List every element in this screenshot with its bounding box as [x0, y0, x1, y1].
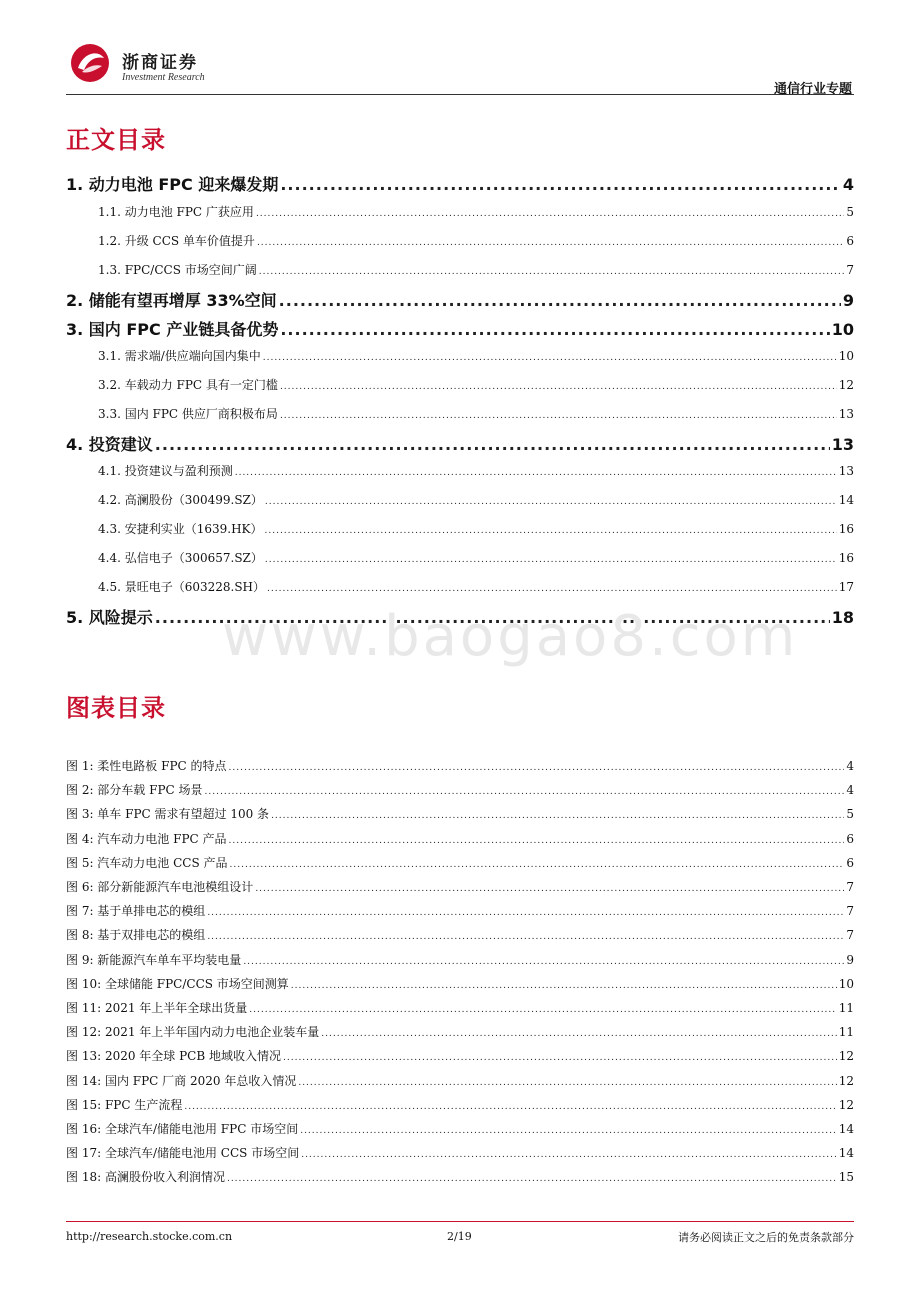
toc-item-page: 13 — [838, 407, 854, 421]
toc-item-page: 13 — [838, 464, 854, 478]
figure-item[interactable] — [66, 902, 854, 919]
toc-item-page: 16 — [838, 522, 854, 536]
figure-leader-dots — [271, 811, 844, 821]
figure-item-page: 11 — [838, 1025, 854, 1040]
toc-leader-dots — [265, 497, 837, 507]
footer-divider — [66, 1221, 854, 1222]
figure-item-label: 图 9: 新能源汽车单车平均装电量 — [66, 952, 242, 967]
page-header — [66, 36, 854, 97]
toc-item[interactable] — [98, 261, 854, 278]
figure-leader-dots — [184, 1102, 836, 1112]
figure-item-page: 12 — [838, 1073, 854, 1088]
toc-item-label: 4.2. 高澜股份（300499.SZ） — [98, 493, 263, 507]
toc-item-label: 4. 投资建议 — [66, 435, 153, 454]
figure-item-page: 10 — [838, 976, 854, 991]
figure-item-page: 7 — [846, 904, 854, 919]
figure-item-label: 图 6: 部分新能源汽车电池模组设计 — [66, 880, 254, 894]
figure-item-label: 图 10: 全球储能 FPC/CCS 市场空间测算 — [66, 976, 289, 991]
figure-leader-dots — [229, 836, 845, 846]
figure-leader-dots — [230, 860, 845, 870]
figure-item[interactable] — [66, 1144, 854, 1161]
toc-item-label: 1.2. 升级 CCS 单车价值提升 — [98, 234, 255, 248]
figure-item-page: 12 — [838, 1049, 854, 1064]
figure-item[interactable] — [66, 1047, 854, 1064]
toc-item-label: 4.5. 景旺电子（603228.SH） — [98, 580, 266, 594]
toc-item-label: 1. 动力电池 FPC 迎来爆发期 — [66, 175, 279, 194]
toc-item[interactable] — [66, 172, 854, 195]
toc-item-page: 17 — [838, 580, 854, 594]
figure-item-label: 图 12: 2021 年上半年国内动力电池企业装车量 — [66, 1025, 320, 1040]
figure-item[interactable] — [66, 1072, 854, 1089]
toc-item-label: 4.3. 安捷利实业（1639.HK） — [98, 522, 263, 536]
figure-leader-dots — [255, 884, 844, 894]
figure-leader-dots — [291, 981, 837, 991]
figure-item-page: 5 — [846, 807, 854, 822]
header-divider — [66, 94, 854, 95]
toc-item-page: 7 — [846, 263, 854, 277]
toc-item-label: 2. 储能有望再增厚 33%空间 — [66, 291, 277, 310]
figure-leader-dots — [207, 908, 844, 918]
figure-item-label: 图 11: 2021 年上半年全球出货量 — [66, 1001, 248, 1015]
toc-item-page: 10 — [831, 320, 854, 339]
figure-item-page: 14 — [838, 1146, 854, 1161]
figure-item-page: 4 — [846, 759, 854, 773]
figure-leader-dots — [229, 763, 845, 773]
toc-leader-dots — [280, 411, 837, 421]
toc-item-page: 4 — [842, 175, 854, 194]
figure-item-label: 图 15: FPC 生产流程 — [66, 1097, 183, 1112]
figure-item[interactable] — [66, 1023, 854, 1040]
figure-item[interactable] — [66, 926, 854, 943]
toc-leader-dots — [263, 353, 837, 363]
toc-leader-dots — [265, 526, 837, 536]
figure-leader-dots — [283, 1053, 837, 1063]
figure-leader-dots — [301, 1150, 837, 1160]
toc-leader-dots — [267, 584, 837, 594]
figure-leader-dots — [205, 787, 845, 797]
toc-title: 正文目录 — [66, 126, 166, 154]
toc-leader-dots — [280, 320, 829, 339]
figures-title: 图表目录 — [66, 694, 166, 722]
toc-leader-dots — [257, 238, 844, 248]
figure-item-label: 图 17: 全球汽车/储能电池用 CCS 市场空间 — [66, 1146, 300, 1161]
figure-item-page: 9 — [846, 952, 854, 967]
toc-item[interactable] — [98, 203, 854, 220]
toc-item[interactable] — [98, 578, 854, 595]
toc-item-page: 10 — [838, 349, 854, 363]
footer-disclaimer: 请务必阅读正文之后的免责条款部分 — [678, 1231, 854, 1244]
figure-item-page: 6 — [846, 855, 854, 870]
toc-item-label: 4.1. 投资建议与盈利预测 — [98, 464, 233, 478]
figure-item[interactable] — [66, 1168, 854, 1185]
toc-item-page: 13 — [831, 435, 854, 454]
figure-item[interactable] — [66, 757, 854, 774]
figure-item-label: 图 18: 高澜股份收入利润情况 — [66, 1170, 225, 1185]
toc-leader-dots — [155, 435, 830, 454]
figure-item-label: 图 16: 全球汽车/储能电池用 FPC 市场空间 — [66, 1122, 299, 1136]
figure-item[interactable] — [66, 951, 854, 968]
toc-item[interactable] — [98, 376, 854, 393]
figure-leader-dots — [207, 932, 844, 942]
figure-item[interactable] — [66, 1120, 854, 1137]
toc-item-page: 12 — [838, 378, 854, 392]
toc-item-label: 3.1. 需求端/供应端向国内集中 — [98, 349, 261, 363]
figure-item-page: 11 — [838, 1001, 854, 1015]
figure-leader-dots — [227, 1174, 837, 1184]
figure-item-label: 图 3: 单车 FPC 需求有望超过 100 条 — [66, 807, 270, 822]
toc-leader-dots — [280, 382, 837, 392]
brand-logo-icon — [68, 42, 112, 84]
figure-leader-dots — [298, 1078, 836, 1088]
figure-item[interactable] — [66, 975, 854, 992]
figure-item-page: 14 — [838, 1122, 854, 1136]
toc-leader-dots — [235, 468, 837, 478]
toc-item[interactable] — [98, 347, 854, 364]
figure-item-label: 图 4: 汽车动力电池 FPC 产品 — [66, 831, 227, 846]
toc-item-page: 18 — [831, 608, 854, 627]
figure-item-page: 7 — [846, 880, 854, 894]
toc-item-page: 6 — [846, 234, 854, 248]
toc-item[interactable] — [98, 520, 854, 537]
toc-item[interactable] — [66, 317, 854, 340]
toc-item-label: 3.3. 国内 FPC 供应厂商积极布局 — [98, 407, 278, 421]
toc-item-label: 3.2. 车载动力 FPC 具有一定门槛 — [98, 378, 278, 392]
footer-url[interactable]: http://research.stocke.com.cn — [66, 1230, 233, 1243]
figure-leader-dots — [249, 1005, 836, 1015]
figure-item-page: 15 — [838, 1170, 854, 1185]
toc-leader-dots — [279, 291, 841, 310]
figure-item-label: 图 14: 国内 FPC 厂商 2020 年总收入情况 — [66, 1073, 297, 1088]
figure-item-page: 7 — [846, 928, 854, 943]
figure-item-label: 图 7: 基于单排电芯的模组 — [66, 904, 206, 919]
figure-item[interactable] — [66, 854, 854, 871]
brand-name-cn: 浙商证券 — [122, 53, 198, 73]
figure-item[interactable] — [66, 999, 854, 1016]
figure-item-label: 图 1: 柔性电路板 FPC 的特点 — [66, 759, 227, 773]
figure-item-page: 6 — [846, 831, 854, 846]
report-category: 通信行业专题 — [773, 82, 852, 97]
toc-item-page: 9 — [842, 291, 854, 310]
figure-item[interactable] — [66, 878, 854, 895]
figure-item[interactable] — [66, 830, 854, 847]
figure-item[interactable] — [66, 1096, 854, 1113]
page-number: 2/19 — [447, 1230, 472, 1243]
toc-item-label: 4.4. 弘信电子（300657.SZ） — [98, 551, 263, 565]
toc-item[interactable] — [98, 232, 854, 249]
toc-item[interactable] — [98, 405, 854, 422]
toc-item-label: 3. 国内 FPC 产业链具备优势 — [66, 320, 279, 339]
figure-item-page: 12 — [838, 1097, 854, 1112]
figure-item-page: 4 — [846, 783, 854, 798]
figure-item[interactable] — [66, 805, 854, 822]
figure-item-label: 图 13: 2020 年全球 PCB 地域收入情况 — [66, 1049, 281, 1064]
figure-item-label: 图 2: 部分车载 FPC 场景 — [66, 783, 203, 798]
toc-leader-dots — [256, 209, 844, 219]
watermark: www.baogao8.com — [222, 604, 799, 669]
figure-item-label: 图 8: 基于双排电芯的模组 — [66, 928, 206, 943]
figure-leader-dots — [321, 1029, 836, 1039]
toc-item-page: 14 — [838, 493, 854, 507]
toc-item[interactable] — [98, 549, 854, 566]
toc-item[interactable] — [66, 432, 854, 455]
toc-leader-dots — [259, 267, 845, 277]
figure-item[interactable] — [66, 781, 854, 798]
figure-leader-dots — [300, 1126, 837, 1136]
brand-name-en: Investment Research — [122, 72, 205, 83]
toc-leader-dots — [265, 555, 837, 565]
figure-leader-dots — [243, 957, 844, 967]
toc-item-page: 16 — [838, 551, 854, 565]
toc-item[interactable] — [98, 462, 854, 479]
toc-item[interactable] — [98, 491, 854, 508]
toc-item-page: 5 — [846, 205, 854, 219]
toc-item-label: 5. 风险提示 — [66, 608, 153, 627]
toc-leader-dots — [280, 175, 841, 194]
figure-item-label: 图 5: 汽车动力电池 CCS 产品 — [66, 855, 228, 870]
toc-item-label: 1.1. 动力电池 FPC 广获应用 — [98, 205, 254, 219]
toc-item-label: 1.3. FPC/CCS 市场空间广阔 — [98, 263, 257, 277]
toc-item[interactable] — [66, 288, 854, 311]
